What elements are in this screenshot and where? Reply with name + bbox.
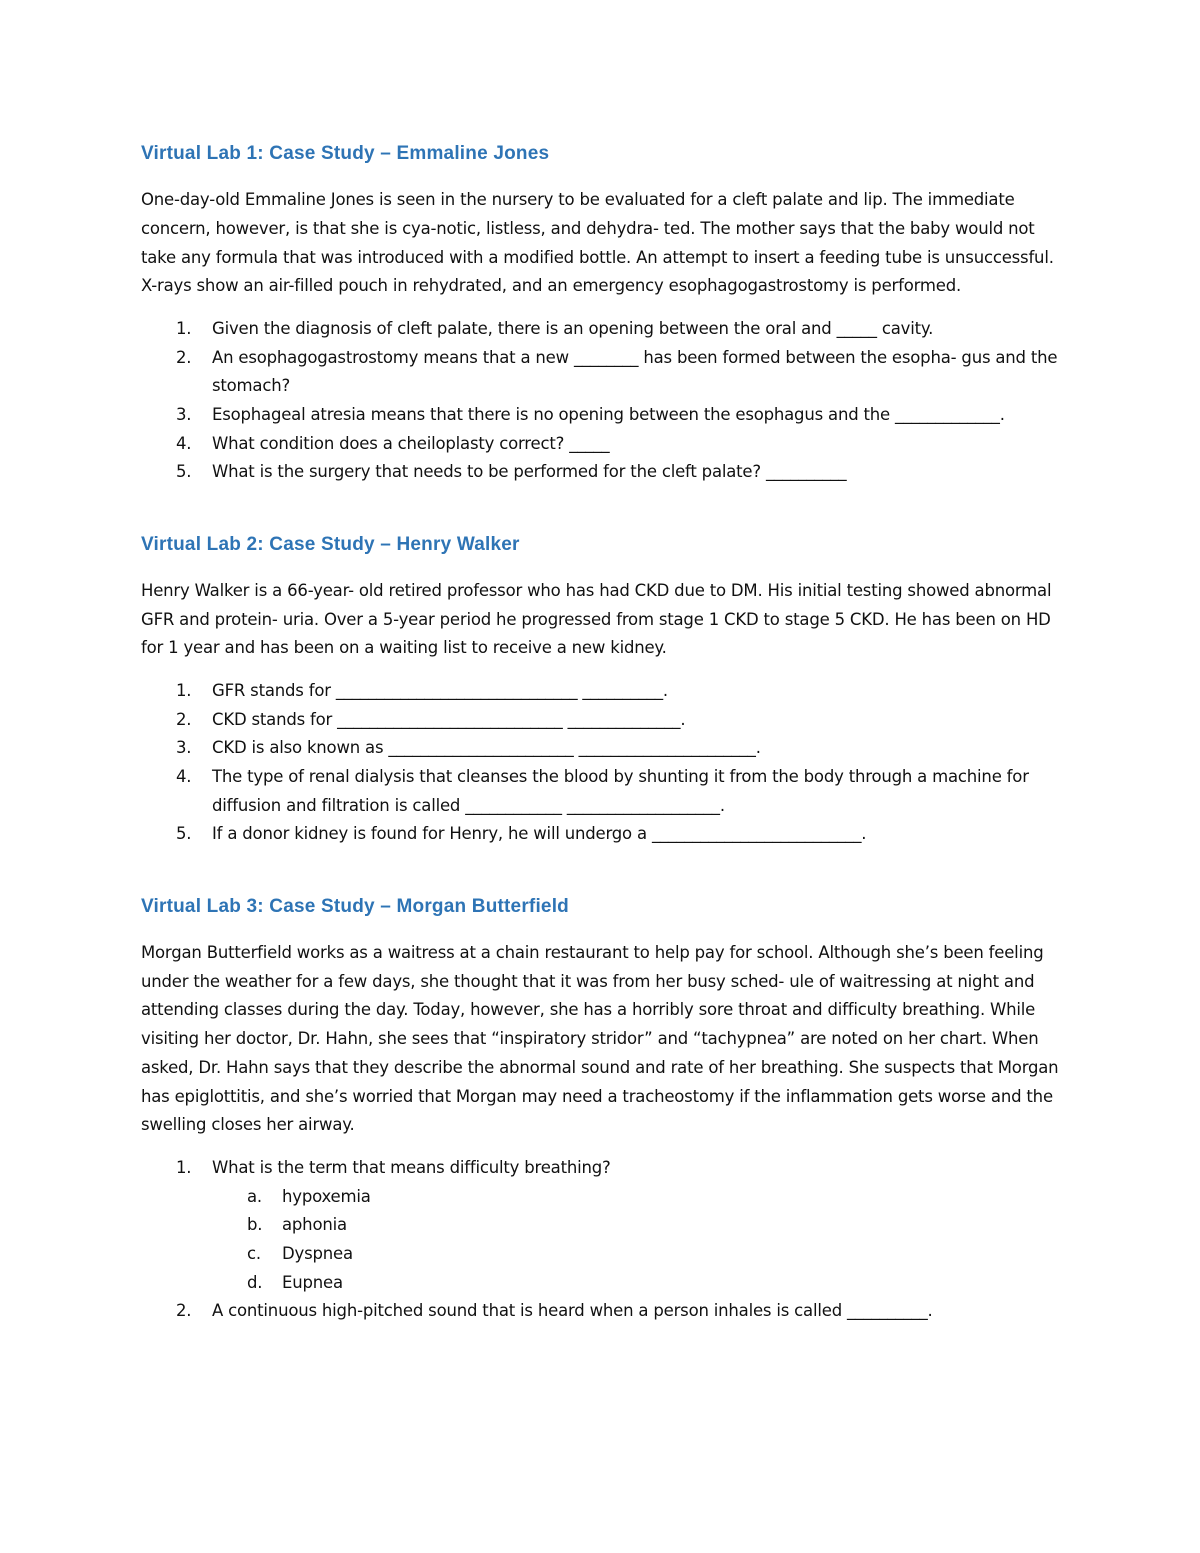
case-paragraph: One-day-old Emmaline Jones is seen in the nursery to be evaluated for a cleft palate and lip. The immediate concern, however, is that she is cya-notic, listless, and dehydra- ted. The mother says that the baby would not take any formula that was introduced with a modified bottle. An attempt to insert a feeding tube is unsuccessful. X-rays show an air-filled pouch in rehydrated, and an emergency esophagogastrostomy is performed. <box>141 190 1054 296</box>
question-item <box>141 763 1061 820</box>
question-text: An esophagogastrostomy means that a new ________ has been formed between the esopha- gus and the stomach? <box>212 347 1058 396</box>
question-text: CKD is also known as _______________________ ______________________. <box>212 738 761 758</box>
case-study-henry-walker <box>141 531 1061 849</box>
section-heading: Virtual Lab 1: Case Study – Emmaline Jones <box>141 143 550 164</box>
answer-option <box>212 1211 1061 1240</box>
question-text: What is the term that means difficulty breathing? <box>212 1158 611 1178</box>
section-heading: Virtual Lab 3: Case Study – Morgan Butterfield <box>141 895 569 917</box>
option-letter: a. <box>247 1186 262 1206</box>
question-number: 1. <box>176 319 192 339</box>
case-paragraph: Morgan Butterfield works as a waitress at a chain restaurant to help pay for school. Although she’s been feeling under the weather for a few days, she thought that it was from her busy sched- ule of waitressing at night and attending classes during the day. Today, however, she has a horribly sore throat and difficulty breathing. While visiting her doctor, Dr. Hahn, she sees that “inspiratory stridor” and “tachypnea” are noted on her chart. When asked, Dr. Hahn says that they describe the abnormal sound and rate of her breathing. She suspects that Morgan has epiglottitis, and she’s worried that Morgan may need a tracheostomy if the inflammation gets worse and the swelling closes her airway. <box>141 942 1059 1135</box>
option-text: hypoxemia <box>282 1186 371 1206</box>
question-item <box>141 430 1061 459</box>
question-list <box>141 1154 1061 1326</box>
option-letter: c. <box>247 1244 261 1264</box>
question-number: 3. <box>176 404 192 424</box>
question-text: If a donor kidney is found for Henry, he will undergo a __________________________. <box>212 824 867 844</box>
question-text: CKD stands for ____________________________ ______________. <box>212 709 686 729</box>
question-number: 2. <box>176 1301 192 1321</box>
question-item <box>141 706 1061 735</box>
question-text: GFR stands for ______________________________ __________. <box>212 681 668 701</box>
answer-options <box>212 1183 1061 1297</box>
question-text: Esophageal atresia means that there is no opening between the esophagus and the _____________. <box>212 404 1005 424</box>
question-number: 3. <box>176 738 192 758</box>
section-heading: Virtual Lab 2: Case Study – Henry Walker <box>141 533 520 555</box>
question-item <box>141 344 1061 401</box>
question-text: What condition does a cheiloplasty correct? _____ <box>212 433 610 453</box>
question-text: Given the diagnosis of cleft palate, there is an opening between the oral and _____ cavity. <box>212 319 934 339</box>
answer-option <box>212 1183 1061 1212</box>
case-study-morgan-butterfield <box>141 893 1061 1326</box>
question-number: 5. <box>176 824 192 844</box>
option-text: aphonia <box>282 1215 347 1235</box>
case-paragraph: Henry Walker is a 66-year- old retired professor who has had CKD due to DM. His initial testing showed abnormal GFR and protein- uria. Over a 5-year period he progressed from stage 1 CKD to stage 5 CKD. He has been on HD for 1 year and has been on a waiting list to receive a new kidney. <box>141 580 1052 658</box>
question-item <box>141 734 1061 763</box>
question-list <box>141 677 1061 849</box>
question-item <box>141 315 1061 344</box>
question-item <box>141 677 1061 706</box>
question-number: 4. <box>176 433 192 453</box>
question-item <box>141 458 1061 487</box>
question-number: 2. <box>176 709 192 729</box>
question-number: 1. <box>176 681 192 701</box>
question-item <box>141 1297 1061 1326</box>
question-list <box>141 315 1061 487</box>
option-text: Eupnea <box>282 1272 343 1292</box>
question-number: 1. <box>176 1158 192 1178</box>
question-text: The type of renal dialysis that cleanses the blood by shunting it from the body through a machine for diffusion and filtration is called ____________ ___________________. <box>212 766 1029 815</box>
question-item <box>141 1154 1061 1297</box>
option-text: Dyspnea <box>282 1244 353 1264</box>
question-text: What is the surgery that needs to be performed for the cleft palate? __________ <box>212 462 847 482</box>
question-item <box>141 401 1061 430</box>
case-study-emmaline-jones <box>141 140 1061 487</box>
question-text: A continuous high-pitched sound that is heard when a person inhales is called __________. <box>212 1301 933 1321</box>
question-number: 4. <box>176 766 192 786</box>
question-number: 5. <box>176 462 192 482</box>
option-letter: d. <box>247 1272 263 1292</box>
answer-option <box>212 1240 1061 1269</box>
question-item <box>141 820 1061 849</box>
answer-option <box>212 1269 1061 1298</box>
document-page <box>141 140 1061 1326</box>
option-letter: b. <box>247 1215 263 1235</box>
question-number: 2. <box>176 347 192 367</box>
